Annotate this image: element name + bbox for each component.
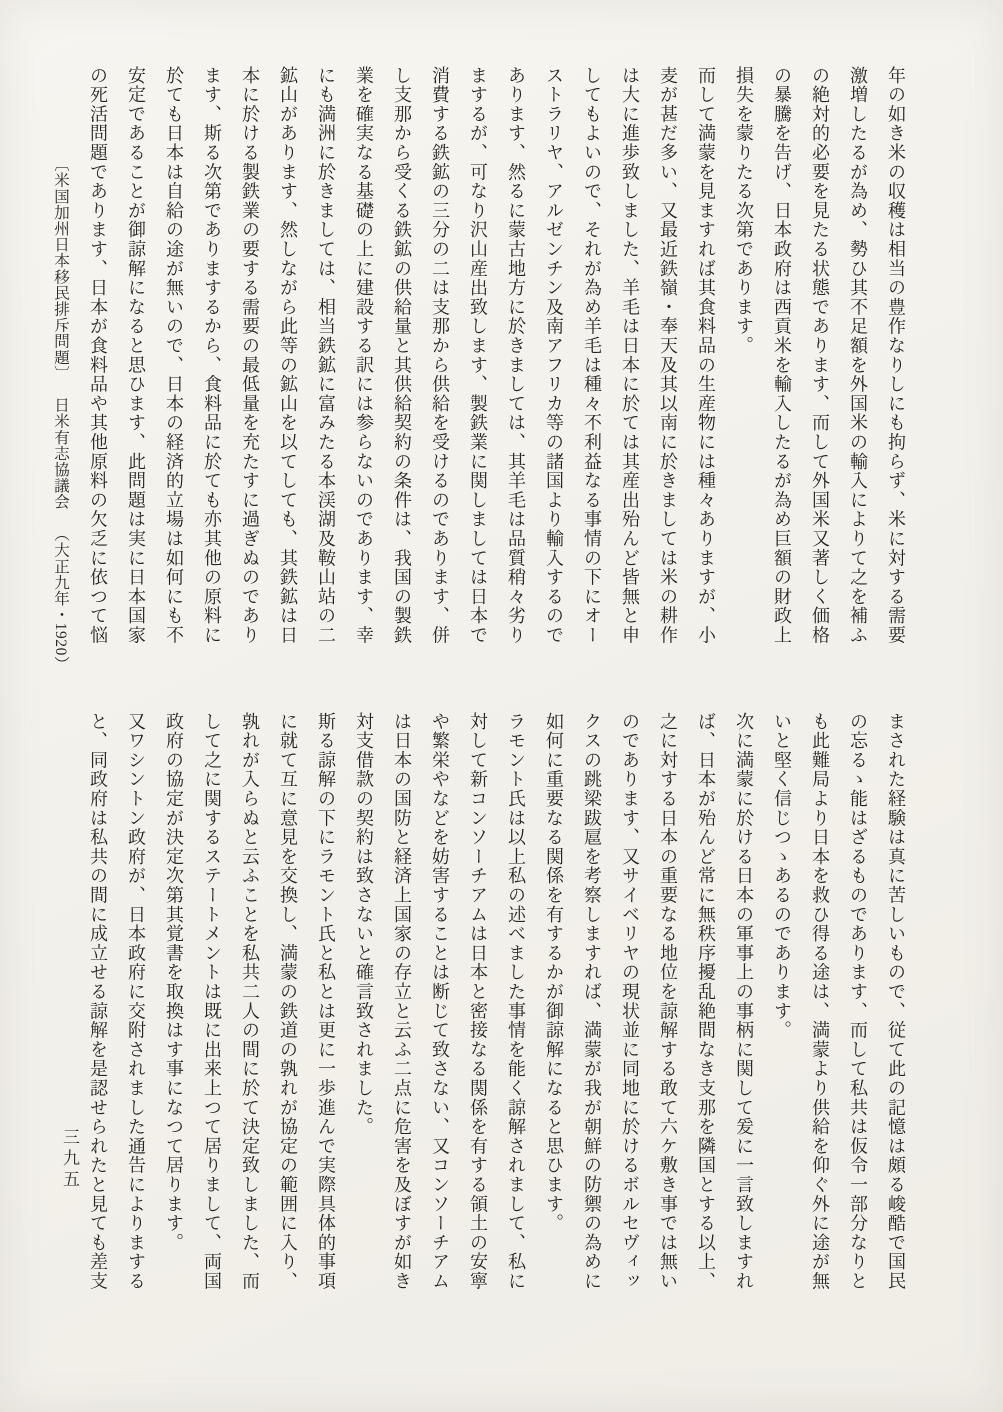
text-column: 次に満蒙に於ける日本の軍事上の事柄に関して爰に一言致しますれ — [734, 712, 754, 1291]
text-column: に就て互に意見を交換し、満蒙の鉄道の孰れが協定の範囲に入り、 — [278, 712, 298, 1291]
text-column: 又ワシントン政府が、日本政府に交附されました通告によりまする — [126, 712, 146, 1291]
text-column: 安定であることが御諒解になると思ひます、此問題は実に日本国家 — [126, 66, 146, 645]
text-column: 損失を蒙りたる次第であります。 — [734, 66, 754, 356]
source-name: 日米有志協議会 — [52, 397, 69, 511]
text-column: いと堅く信じつゝあるのであります。 — [772, 712, 792, 1041]
text-column: 本に於ける製鉄業の要する需要の最低量を充たすに過ぎぬのであり — [240, 66, 260, 645]
text-column: し支那から受くる鉄鉱の供給量と其供給契約の条件は、我国の製鉄 — [392, 66, 412, 645]
text-column: 激増したるが為め、勢ひ其不足額を外国米の輸入によりて之を補ふ — [848, 66, 868, 645]
text-column: クスの跳梁跋扈を考察しますれば、満蒙が我が朝鮮の防禦の為めに — [582, 712, 602, 1291]
text-column: は日本の国防と経済上国家の存立と云ふ二点に危害を及ぼすが如き — [392, 712, 412, 1291]
text-column: ます、斯る次第でありまするから、食料品に於ても亦其他の原料に — [202, 66, 222, 645]
text-column: 而して満蒙を見ますれば其食料品の生産物には種々ありますが、小 — [696, 66, 716, 645]
source-date: （大正九年・1920） — [52, 526, 69, 673]
text-column: 於ても日本は自給の途が無いので、日本の経済的立場は如何にも不 — [164, 66, 184, 645]
text-column: 孰れが入らぬと云ふことを私共二人の間に於て決定致しました、而 — [240, 712, 260, 1291]
text-column: 対して新コンソーチアムは日本と密接なる関係を有する領土の安寧 — [468, 712, 488, 1291]
text-column: 政府の協定が決定次第其覚書を取換はす事になつて居ります。 — [164, 712, 184, 1253]
text-column: 斯る諒解の下にラモント氏と私とは更に一歩進んで実際具体的事項 — [316, 712, 336, 1291]
page-number: 三九五 — [60, 1128, 79, 1191]
text-column: の暴騰を告げ、日本政府は西貢米を輸入したるが為め巨額の財政上 — [772, 66, 792, 645]
text-column: にも満洲に於きましては、相当鉄鉱に富みたる本渓湖及鞍山站の二 — [316, 66, 336, 645]
text-column: ラモント氏は以上私の述べました事情を能く諒解されまして、私に — [506, 712, 526, 1291]
text-column: 業を確実なる基礎の上に建設する訳には参らないのであります、幸 — [354, 66, 374, 645]
text-column: の死活問題であります、日本が食料品や其他原料の欠乏に依つて悩 — [88, 66, 108, 645]
text-column: は大に進歩致しました、羊毛は日本に於ては其産出殆んど皆無と申 — [620, 66, 640, 645]
text-column: 年の如き米の収穫は相当の豊作なりしにも拘らず、米に対する需要 — [886, 66, 906, 645]
top-text-block — [41, 66, 915, 673]
text-column: してもよいので、それが為め羊毛は種々不利益なる事情の下にオー — [582, 66, 602, 645]
text-column: の忘るゝ能はざるものであります、而して私共は仮令一部分なりと — [848, 712, 868, 1291]
text-column: 如何に重要なる関係を有するかが御諒解になると思ひます。 — [544, 712, 564, 1234]
text-column: や繁栄やなどを妨害することは断じて致さない、又コンソーチアム — [430, 712, 450, 1291]
section-caption — [41, 66, 79, 748]
text-column: ば、日本が殆んど常に無秩序擾乱絶間なき支那を隣国とする以上、 — [696, 712, 716, 1291]
text-column: 鉱山があります、然しながら此等の鉱山を以てしても、其鉄鉱は日 — [278, 66, 298, 645]
text-column: と、同政府は私共の間に成立せる諒解を是認せられたと見ても差支 — [88, 712, 108, 1291]
text-column: まされた経験は真に苦しいもので、従て此の記憶は頗る峻酷で国民 — [886, 712, 906, 1291]
text-column: 之に対する日本の重要なる地位を諒解する敢て六ケ敷き事では無い — [658, 712, 678, 1291]
bottom-text-block — [79, 712, 915, 1304]
text-column: の絶対的必要を見たる状態であります、而して外国米又著しく価格 — [810, 66, 830, 645]
text-column: 対支借款の契約は致さないと確言致されました。 — [354, 712, 374, 1137]
text-column: のであります、又サイベリヤの現状並に同地に於けるボルセヴィッ — [620, 712, 640, 1291]
text-column: ストラリヤ、アルゼンチン及南アフリカ等の諸国より輸入するので — [544, 66, 564, 645]
section-title: 〔米国加州日本移民排斥問題〕 — [52, 156, 69, 382]
text-column: も此難局より日本を救ひ得る途は、満蒙より供給を仰ぐ外に途が無 — [810, 712, 830, 1291]
text-column: あります、然るに蒙古地方に於きましては、其羊毛は品質稍々劣り — [506, 66, 526, 645]
text-column: して之に関するステートメントは既に出来上つて居りまして、両国 — [202, 712, 222, 1291]
text-column: 麦が甚だ多い、又最近鉄嶺・奉天及其以南に於きましては米の耕作 — [658, 66, 678, 645]
text-column: 消費する鉄鉱の三分の二は支那から供給を受けるのであります、併 — [430, 66, 450, 645]
text-column: まするが、可なり沢山産出致します、製鉄業に関しましては日本で — [468, 66, 488, 645]
